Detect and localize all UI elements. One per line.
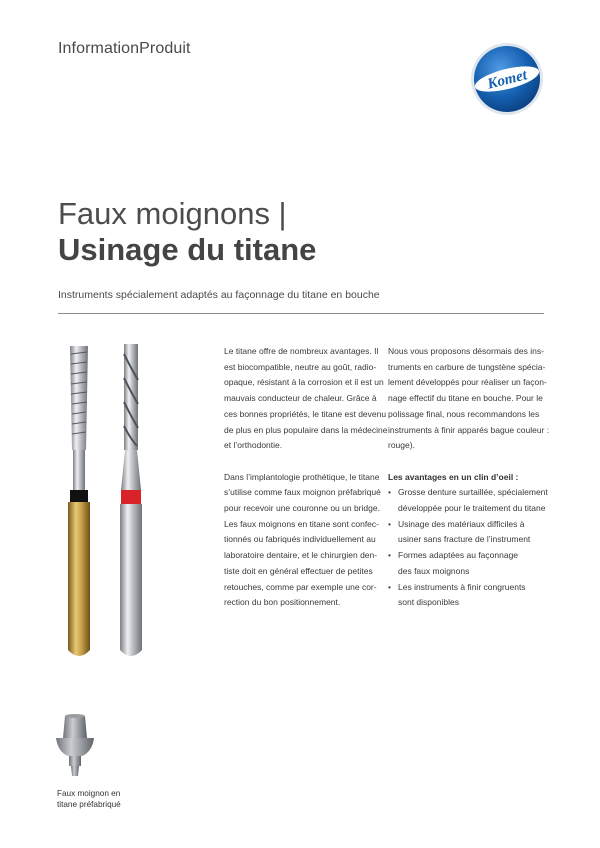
text-line: instruments à finir apparés bague couleur : — [388, 424, 550, 435]
text-line: Les faux moignons en titane sont confec- — [224, 518, 379, 529]
text-line: et l’orthodontie. — [224, 440, 283, 451]
paragraph — [224, 470, 380, 611]
text-line: Les instruments à finir congruents — [398, 581, 526, 592]
page-subtitle: Instruments spécialement adaptés au façonnage du titane en bouche — [58, 289, 380, 301]
text-line: opaque, résistant à la corrosion et il est un — [224, 377, 384, 388]
text-line: pour recevoir une couronne ou un bridge. — [224, 503, 380, 514]
text-line: Grosse denture surtaillée, spécialement — [398, 487, 548, 498]
list-item — [388, 485, 548, 516]
list-item — [388, 580, 548, 611]
text-column-right — [388, 344, 548, 611]
advantages-heading: Les avantages en un clin d’oeil : — [388, 471, 519, 482]
paragraph — [224, 344, 388, 454]
dental-burs-image — [58, 340, 168, 665]
text-line: Dans l’implantologie prothétique, le titane — [224, 471, 380, 482]
titanium-abutment-image — [52, 712, 98, 782]
bullet-icon: • — [388, 550, 391, 561]
text-line: retouches, comme par exemple une cor- — [224, 581, 377, 592]
text-line: polissage final, nous recommandons les — [388, 408, 540, 419]
text-line: de plus en plus populaire dans la médecine — [224, 424, 388, 435]
text-line: truments en carbure de tungstène spécia- — [388, 361, 546, 372]
text-line: rection du bon positionnement. — [224, 597, 341, 608]
text-line: mauvais conducteur de chaleur. Grâce à — [224, 393, 377, 404]
bullet-icon: • — [388, 487, 391, 498]
caption-line: titane préfabriqué — [57, 799, 121, 809]
advantages-list — [388, 485, 548, 611]
text-line: Nous vous proposons désormais des ins- — [388, 346, 544, 356]
text-line: Le titane offre de nombreux avantages. Il — [224, 346, 379, 356]
text-line: des faux moignons — [398, 565, 470, 576]
bullet-icon: • — [388, 518, 391, 529]
list-item — [388, 548, 548, 579]
list-item — [388, 517, 548, 548]
page-title-line1: Faux moignons | — [58, 196, 287, 231]
text-line: est biocompatible, neutre au goût, radio- — [224, 361, 377, 372]
page-title-line2: Usinage du titane — [58, 232, 317, 267]
image-caption — [57, 789, 121, 810]
brand-label: InformationProduit — [58, 40, 191, 57]
caption-line: Faux moignon en — [57, 789, 121, 798]
text-line: tiste doit en général effectuer de petites — [224, 565, 373, 576]
text-line: rouge). — [388, 440, 415, 451]
text-line: usiner sans fracture de l’instrument — [398, 534, 531, 545]
text-line: laboratoire dentaire, et le chirurgien den- — [224, 550, 378, 561]
text-line: Formes adaptées au façonnage — [398, 550, 519, 561]
logo-wordmark: Komet — [485, 67, 529, 93]
text-column-left — [224, 344, 388, 611]
text-line: ces bonnes propriétés, le titane est devenu — [224, 408, 387, 419]
paragraph — [388, 344, 548, 454]
text-line: s’utilise comme faux moignon préfabriqué — [224, 487, 381, 498]
bullet-icon: • — [388, 581, 391, 592]
text-line: développée pour le traitement du titane — [398, 503, 546, 514]
text-line: nage effectif du titane en bouche. Pour le — [388, 393, 543, 404]
text-line: tionnés ou fabriqués individuellement au — [224, 534, 376, 545]
divider — [58, 313, 544, 314]
komet-logo — [470, 42, 544, 116]
text-line: sont disponibles — [398, 597, 459, 608]
text-line: lement développés pour réaliser un façon- — [388, 377, 547, 388]
text-line: Usinage des matériaux difficiles à — [398, 518, 525, 529]
